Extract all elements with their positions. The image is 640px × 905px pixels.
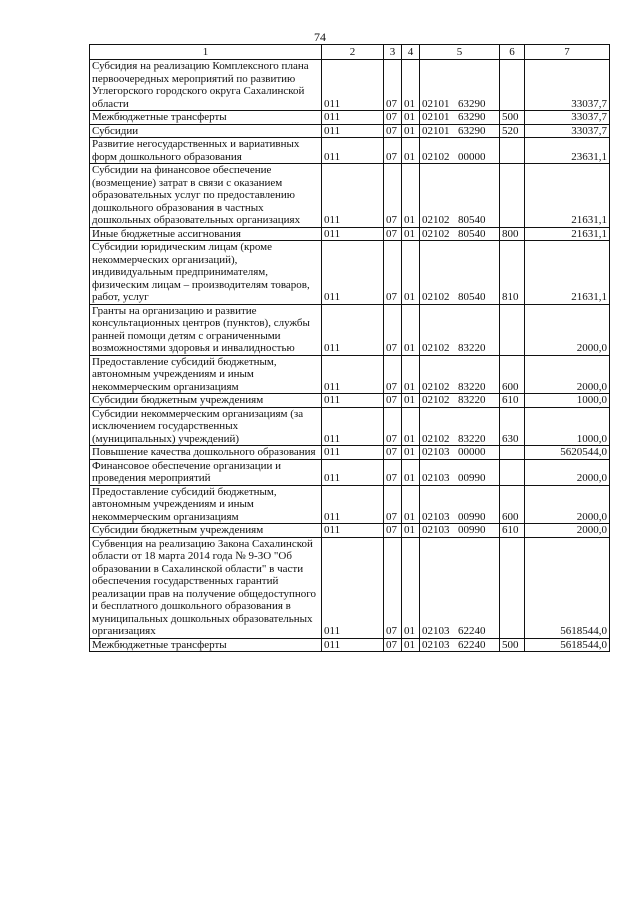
row-subsection-cell: 01 <box>402 60 420 111</box>
table-row <box>90 60 610 111</box>
row-code-cell: 011 <box>322 164 384 228</box>
row-amount-cell: 21631,1 <box>525 227 610 241</box>
row-target-article-cell <box>420 407 500 446</box>
target-article-direction: 63290 <box>458 124 486 137</box>
table-row <box>90 524 610 538</box>
target-article-program: 02103 <box>422 524 450 536</box>
table-row <box>90 638 610 652</box>
row-name-cell: Субсидии на финансовое обеспечение (возмещение) затрат в связи с оказанием образовательных услуг по предоставлению дошкольного образования в частных дошкольных образовательных организациях <box>90 164 322 228</box>
column-header: 1 <box>90 45 322 60</box>
row-amount-cell: 2000,0 <box>525 355 610 394</box>
row-expense-type-cell: 500 <box>500 111 525 125</box>
row-expense-type-cell: 500 <box>500 638 525 652</box>
row-code-cell: 011 <box>322 524 384 538</box>
row-expense-type-cell <box>500 459 525 485</box>
target-article-direction: 83220 <box>458 394 486 406</box>
row-name-cell: Повышение качества дошкольного образования <box>90 446 322 460</box>
row-expense-type-cell: 800 <box>500 227 525 241</box>
row-target-article-cell <box>420 227 500 241</box>
row-target-article-cell <box>420 60 500 111</box>
target-article-program: 02102 <box>422 150 450 163</box>
column-header: 7 <box>525 45 610 60</box>
table-row <box>90 227 610 241</box>
row-target-article-cell <box>420 241 500 305</box>
row-expense-type-cell: 610 <box>500 524 525 538</box>
target-article-direction: 80540 <box>458 291 486 303</box>
row-amount-cell: 21631,1 <box>525 164 610 228</box>
row-target-article-cell <box>420 394 500 408</box>
table-row <box>90 355 610 394</box>
row-section-cell: 07 <box>384 241 402 305</box>
row-amount-cell: 2000,0 <box>525 304 610 355</box>
row-expense-type-cell <box>500 537 525 638</box>
target-article-program: 02103 <box>422 625 450 637</box>
row-name-cell: Предоставление субсидий бюджетным, автономным учреждениям и иным некоммерческим организациям <box>90 355 322 394</box>
target-article-program: 02101 <box>422 97 450 110</box>
row-subsection-cell: 01 <box>402 394 420 408</box>
row-expense-type-cell: 600 <box>500 485 525 524</box>
target-article-direction: 63290 <box>458 97 486 110</box>
row-section-cell: 07 <box>384 407 402 446</box>
row-section-cell: 07 <box>384 60 402 111</box>
table-row <box>90 485 610 524</box>
row-name-cell: Предоставление субсидий бюджетным, автономным учреждениям и иным некоммерческим организациям <box>90 485 322 524</box>
target-article-direction: 83220 <box>458 342 486 354</box>
target-article-program: 02102 <box>422 394 450 406</box>
row-target-article-cell <box>420 638 500 652</box>
target-article-program: 02103 <box>422 638 450 651</box>
column-header: 2 <box>322 45 384 60</box>
target-article-direction: 00990 <box>458 510 486 523</box>
row-target-article-cell <box>420 111 500 125</box>
row-name-cell: Субсидии некоммерческим организациям (за исключением государственных (муниципальных) учреждений) <box>90 407 322 446</box>
row-subsection-cell: 01 <box>402 111 420 125</box>
row-code-cell: 011 <box>322 304 384 355</box>
budget-table <box>89 44 610 652</box>
row-target-article-cell <box>420 524 500 538</box>
row-expense-type-cell <box>500 446 525 460</box>
row-target-article-cell <box>420 446 500 460</box>
row-section-cell: 07 <box>384 459 402 485</box>
row-section-cell: 07 <box>384 394 402 408</box>
target-article-program: 02102 <box>422 380 450 393</box>
row-amount-cell: 33037,7 <box>525 124 610 138</box>
target-article-direction: 63290 <box>458 111 486 123</box>
row-name-cell: Иные бюджетные ассигнования <box>90 227 322 241</box>
row-expense-type-cell: 520 <box>500 124 525 138</box>
target-article-program: 02103 <box>422 472 450 484</box>
row-name-cell: Межбюджетные трансферты <box>90 638 322 652</box>
row-code-cell: 011 <box>322 355 384 394</box>
row-expense-type-cell <box>500 164 525 228</box>
target-article-direction: 62240 <box>458 625 486 637</box>
row-code-cell: 011 <box>322 638 384 652</box>
row-subsection-cell: 01 <box>402 138 420 164</box>
target-article-program: 02103 <box>422 510 450 523</box>
table-row <box>90 111 610 125</box>
row-subsection-cell: 01 <box>402 524 420 538</box>
row-code-cell: 011 <box>322 485 384 524</box>
row-section-cell: 07 <box>384 124 402 138</box>
row-name-cell: Развитие негосударственных и вариативных форм дошкольного образования <box>90 138 322 164</box>
row-code-cell: 011 <box>322 407 384 446</box>
row-section-cell: 07 <box>384 227 402 241</box>
row-target-article-cell <box>420 138 500 164</box>
row-section-cell: 07 <box>384 111 402 125</box>
table-row <box>90 241 610 305</box>
row-name-cell: Субсидии бюджетным учреждениям <box>90 394 322 408</box>
row-amount-cell: 33037,7 <box>525 111 610 125</box>
column-header: 6 <box>500 45 525 60</box>
row-subsection-cell: 01 <box>402 124 420 138</box>
target-article-program: 02103 <box>422 446 450 458</box>
row-code-cell: 011 <box>322 537 384 638</box>
table-row <box>90 304 610 355</box>
target-article-direction: 00990 <box>458 472 486 484</box>
row-expense-type-cell: 630 <box>500 407 525 446</box>
target-article-program: 02101 <box>422 124 450 137</box>
row-target-article-cell <box>420 355 500 394</box>
row-code-cell: 011 <box>322 60 384 111</box>
row-subsection-cell: 01 <box>402 537 420 638</box>
table-row <box>90 164 610 228</box>
row-code-cell: 011 <box>322 138 384 164</box>
row-name-cell: Субвенция на реализацию Закона Сахалинской области от 18 марта 2014 года № 9-ЗО "Об образовании в Сахалинской области" в части обеспечения государственных гарантий реализации прав на получение общедоступного и бесплатного дошкольного образования в муниципальных дошкольных образовательных организациях <box>90 537 322 638</box>
page-number: 74 <box>314 30 326 44</box>
row-subsection-cell: 01 <box>402 446 420 460</box>
row-subsection-cell: 01 <box>402 485 420 524</box>
column-header: 5 <box>420 45 500 60</box>
row-amount-cell: 1000,0 <box>525 407 610 446</box>
row-code-cell: 011 <box>322 124 384 138</box>
table-row <box>90 407 610 446</box>
row-target-article-cell <box>420 164 500 228</box>
row-amount-cell: 2000,0 <box>525 459 610 485</box>
row-amount-cell: 5618544,0 <box>525 537 610 638</box>
column-header: 4 <box>402 45 420 60</box>
row-expense-type-cell: 610 <box>500 394 525 408</box>
row-code-cell: 011 <box>322 394 384 408</box>
row-subsection-cell: 01 <box>402 304 420 355</box>
target-article-direction: 00000 <box>458 150 486 163</box>
row-subsection-cell: 01 <box>402 241 420 305</box>
row-expense-type-cell: 600 <box>500 355 525 394</box>
row-name-cell: Субсидии <box>90 124 322 138</box>
row-target-article-cell <box>420 304 500 355</box>
target-article-direction: 00990 <box>458 524 486 536</box>
table-row <box>90 138 610 164</box>
row-amount-cell: 2000,0 <box>525 524 610 538</box>
row-name-cell: Субсидии юридическим лицам (кроме некоммерческих организаций), индивидуальным предпринимателям, физическим лицам – производителям товаров, работ, услуг <box>90 241 322 305</box>
target-article-direction: 83220 <box>458 380 486 393</box>
row-name-cell: Финансовое обеспечение организации и проведения мероприятий <box>90 459 322 485</box>
row-section-cell: 07 <box>384 537 402 638</box>
row-expense-type-cell <box>500 138 525 164</box>
target-article-program: 02102 <box>422 432 450 445</box>
row-code-cell: 011 <box>322 446 384 460</box>
row-code-cell: 011 <box>322 241 384 305</box>
row-name-cell: Межбюджетные трансферты <box>90 111 322 125</box>
target-article-direction: 62240 <box>458 638 486 651</box>
target-article-direction: 83220 <box>458 432 486 445</box>
row-section-cell: 07 <box>384 355 402 394</box>
target-article-direction: 80540 <box>458 227 486 240</box>
row-subsection-cell: 01 <box>402 459 420 485</box>
target-article-direction: 00000 <box>458 446 486 458</box>
row-expense-type-cell <box>500 304 525 355</box>
row-amount-cell: 2000,0 <box>525 485 610 524</box>
target-article-direction: 80540 <box>458 214 486 226</box>
row-subsection-cell: 01 <box>402 638 420 652</box>
row-amount-cell: 21631,1 <box>525 241 610 305</box>
row-amount-cell: 1000,0 <box>525 394 610 408</box>
column-number-row <box>90 45 610 60</box>
row-section-cell: 07 <box>384 138 402 164</box>
table-row <box>90 124 610 138</box>
row-name-cell: Гранты на организацию и развитие консультационных центров (пунктов), службы ранней помощи детям с ограниченными возможностями здоровья и инвалидностью <box>90 304 322 355</box>
row-section-cell: 07 <box>384 485 402 524</box>
row-target-article-cell <box>420 537 500 638</box>
row-amount-cell: 5618544,0 <box>525 638 610 652</box>
target-article-program: 02102 <box>422 227 450 240</box>
table-row <box>90 459 610 485</box>
row-section-cell: 07 <box>384 638 402 652</box>
row-amount-cell: 23631,1 <box>525 138 610 164</box>
row-target-article-cell <box>420 485 500 524</box>
target-article-program: 02102 <box>422 214 450 226</box>
row-section-cell: 07 <box>384 524 402 538</box>
row-target-article-cell <box>420 459 500 485</box>
row-name-cell: Субсидии бюджетным учреждениям <box>90 524 322 538</box>
column-header: 3 <box>384 45 402 60</box>
row-expense-type-cell <box>500 60 525 111</box>
row-subsection-cell: 01 <box>402 355 420 394</box>
row-code-cell: 011 <box>322 459 384 485</box>
row-code-cell: 011 <box>322 227 384 241</box>
row-name-cell: Субсидия на реализацию Комплексного плана первоочередных мероприятий по развитию Углегорского городского округа Сахалинской области <box>90 60 322 111</box>
row-subsection-cell: 01 <box>402 164 420 228</box>
row-section-cell: 07 <box>384 446 402 460</box>
table-row <box>90 446 610 460</box>
row-code-cell: 011 <box>322 111 384 125</box>
row-subsection-cell: 01 <box>402 407 420 446</box>
row-section-cell: 07 <box>384 304 402 355</box>
table-row <box>90 537 610 638</box>
row-section-cell: 07 <box>384 164 402 228</box>
target-article-program: 02102 <box>422 291 450 303</box>
row-target-article-cell <box>420 124 500 138</box>
row-expense-type-cell: 810 <box>500 241 525 305</box>
row-subsection-cell: 01 <box>402 227 420 241</box>
table-row <box>90 394 610 408</box>
target-article-program: 02101 <box>422 111 450 123</box>
row-amount-cell: 5620544,0 <box>525 446 610 460</box>
row-amount-cell: 33037,7 <box>525 60 610 111</box>
target-article-program: 02102 <box>422 342 450 354</box>
